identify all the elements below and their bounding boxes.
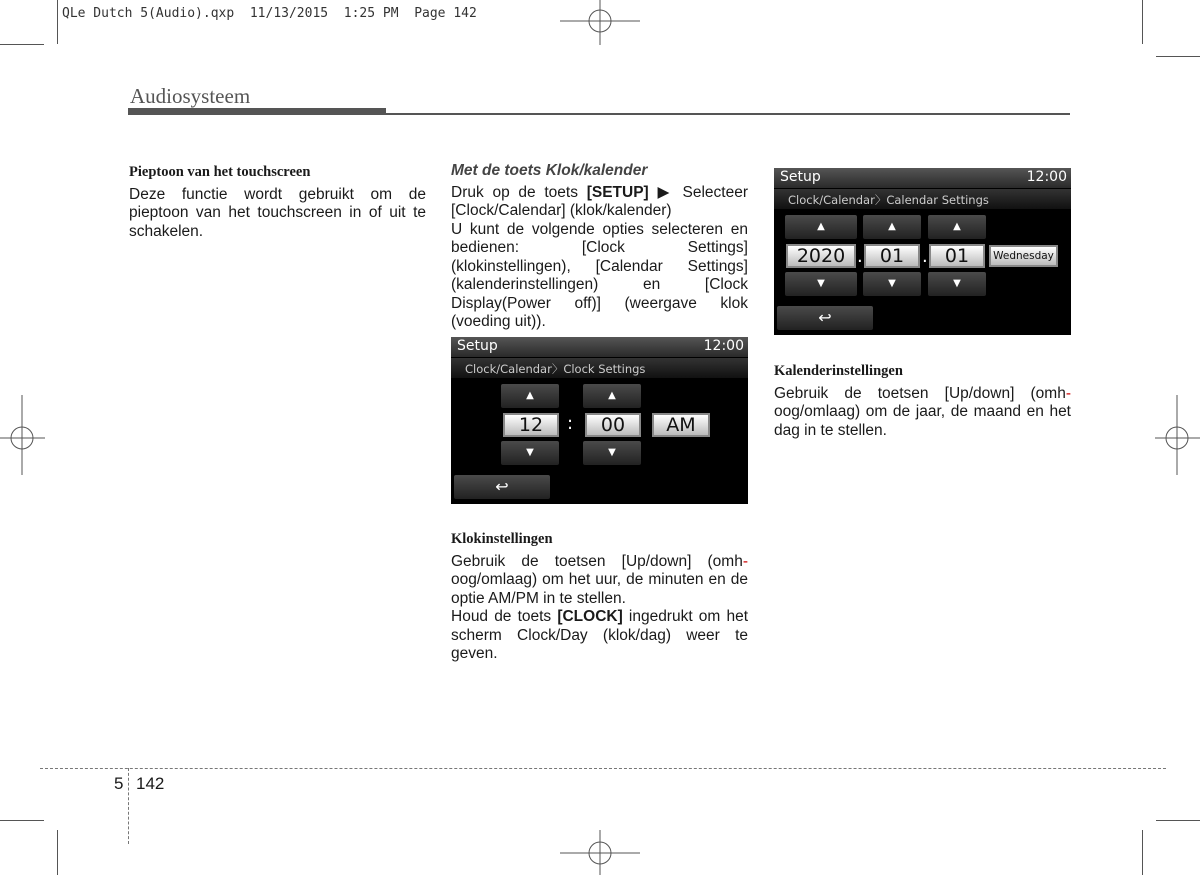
year-up-button[interactable]: ▲ (785, 215, 857, 239)
section-header: Audiosysteem (130, 84, 251, 108)
footer-divider (128, 768, 129, 844)
minute-up-button[interactable]: ▲ (583, 384, 641, 408)
hour-field[interactable]: 12 (503, 413, 559, 437)
clock-calendar-heading: Met de toets Klok/kalender (451, 162, 648, 179)
screen-title: Setup (457, 338, 498, 354)
hour-down-button[interactable]: ▼ (501, 441, 559, 465)
touchscreen-beep-body: Deze functie wordt gebruikt om de pieptoon van het touchscreen in of uit te schakelen. (129, 185, 426, 240)
day-field[interactable]: 01 (929, 244, 985, 268)
setup-key: [SETUP] (586, 183, 649, 201)
screen-breadcrumb: Clock/Calendar〉Clock Settings (451, 358, 748, 378)
date-dot-1: . (857, 246, 863, 267)
hour-up-button[interactable]: ▲ (501, 384, 559, 408)
header-rule-thick (128, 108, 386, 115)
month-down-button[interactable]: ▼ (863, 272, 921, 296)
ampm-field[interactable]: AM (652, 413, 710, 437)
clock-settings-heading: Klokinstellingen (451, 531, 553, 547)
calendar-settings-body: Gebruik de toetsen [Up/down] (omh-oog/omlaag) om de jaar, de maand en het dag in te stellen. (774, 384, 1071, 439)
setup-instruction: Druk op de toets [SETUP] ▶ Selecteer [Clock/Calendar] (klok/kalender) (451, 183, 749, 219)
calendar-settings-heading: Kalenderinstellingen (774, 363, 903, 379)
year-field[interactable]: 2020 (786, 244, 856, 268)
clock-key-body: Houd de toets [CLOCK] ingedrukt om het scherm Clock/Day (klok/dag) weer te geven. (451, 608, 748, 662)
print-slug: QLe Dutch 5(Audio).qxp 11/13/2015 1:25 PM Page 142 (62, 6, 477, 21)
month-field[interactable]: 01 (864, 244, 920, 268)
screen-time: 12:00 (1026, 169, 1067, 185)
day-down-button[interactable]: ▼ (928, 272, 986, 296)
registration-mark-bottom (560, 830, 640, 875)
footer-rule (40, 768, 1166, 769)
column-2 (451, 162, 748, 332)
clock-settings-body: Gebruik de toetsen [Up/down] (omh-oog/omlaag) om het uur, de minuten en de optie AM/PM in te stellen. (451, 552, 748, 607)
column-1 (129, 163, 426, 241)
registration-mark-top (560, 0, 640, 45)
screen-title: Setup (780, 169, 821, 185)
section-number: 5 (114, 774, 124, 793)
registration-mark-right (1155, 395, 1200, 475)
back-button[interactable]: ↩ (777, 306, 873, 330)
screen-title-bar (774, 168, 1071, 188)
registration-mark-left (0, 395, 45, 475)
column-3 (774, 362, 1071, 440)
calendar-settings-screen (774, 168, 1071, 335)
month-up-button[interactable]: ▲ (863, 215, 921, 239)
screen-time: 12:00 (703, 338, 744, 354)
column-2-lower (451, 530, 748, 664)
minute-field[interactable]: 00 (585, 413, 641, 437)
touchscreen-beep-heading: Pieptoon van het touchscreen (129, 164, 311, 180)
clock-settings-screen (451, 337, 748, 504)
header-rule-thin (386, 113, 1070, 115)
minute-down-button[interactable]: ▼ (583, 441, 641, 465)
screen-breadcrumb: Clock/Calendar〉Calendar Settings (774, 189, 1071, 209)
weekday-button[interactable]: Wednesday (989, 245, 1058, 267)
screen-title-bar (451, 337, 748, 357)
options-paragraph: U kunt de volgende opties selecteren en bedienen: [Clock Settings] (klokinstellingen), [Calendar Settings] (kalenderinstellingen) en [Clock Display(Power off)] (weergave klok (voeding uit)). (451, 220, 748, 330)
page-number: 142 (136, 774, 165, 793)
arrow-icon: ▶ (657, 183, 674, 201)
time-colon: : (567, 413, 574, 434)
back-button[interactable]: ↩ (454, 475, 550, 499)
day-up-button[interactable]: ▲ (928, 215, 986, 239)
year-down-button[interactable]: ▼ (785, 272, 857, 296)
clock-key: [CLOCK] (557, 608, 623, 625)
date-dot-2: . (922, 246, 928, 267)
